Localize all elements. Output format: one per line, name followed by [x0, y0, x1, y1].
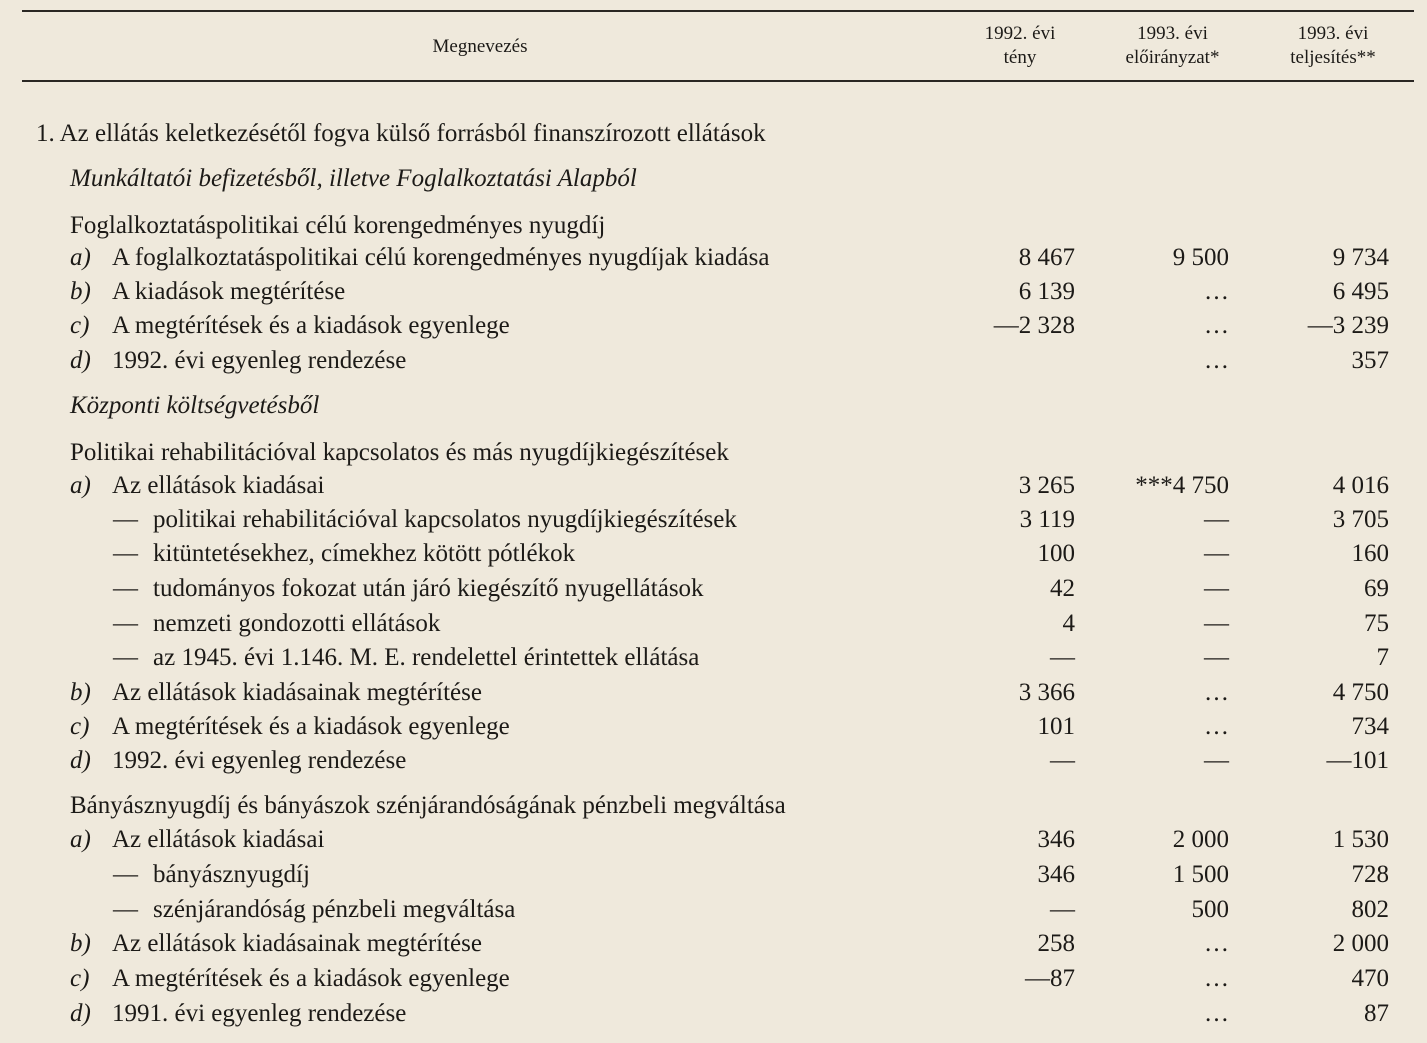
value-1992-actual: 101: [1037, 713, 1075, 740]
table-row: [0, 744, 1427, 778]
top-rule: [22, 10, 1414, 12]
value-1993-estimate: …: [1204, 1000, 1229, 1027]
value-1993-estimate: 1 500: [1172, 861, 1229, 888]
value-1993-performance: 1 530: [1332, 826, 1389, 853]
row-marker: b): [70, 679, 91, 706]
value-1993-estimate: …: [1204, 312, 1229, 339]
value-1992-actual: 3 265: [1018, 472, 1075, 499]
row-text: nemzeti gondozotti ellátások: [153, 610, 441, 637]
value-1993-performance: 87: [1364, 1000, 1389, 1027]
item-label: [70, 962, 510, 996]
row-marker: b): [70, 930, 91, 957]
subitem-label: [113, 503, 737, 537]
row-marker: —: [113, 644, 138, 671]
row-text: A foglalkoztatáspolitikai célú korengedményes nyugdíjak kiadása: [112, 244, 770, 271]
table-row: [0, 537, 1427, 571]
row-marker: —: [113, 896, 138, 923]
header-col3-line2: teljesítés**: [1290, 47, 1376, 68]
value-1992-actual: 3 366: [1018, 679, 1075, 706]
value-1992-actual: 346: [1037, 826, 1075, 853]
item-label: [70, 710, 510, 744]
row-text: bányásznyugdíj: [153, 861, 310, 888]
table-row: [0, 676, 1427, 710]
value-1993-estimate: —: [1204, 610, 1229, 637]
row-text: A megtérítések és a kiadások egyenlege: [112, 965, 510, 992]
value-1992-actual: —87: [1025, 965, 1075, 992]
row-text: az 1945. évi 1.146. M. E. rendelettel érintettek ellátása: [153, 644, 700, 671]
table-row: [0, 823, 1427, 857]
value-1993-estimate: …: [1204, 278, 1229, 305]
value-1993-performance: 69: [1364, 575, 1389, 602]
row-text: Foglalkoztatáspolitikai célú korengedményes nyugdíj: [70, 212, 606, 239]
value-1992-actual: —: [1050, 896, 1075, 923]
value-1993-estimate: …: [1204, 347, 1229, 374]
table-row: [0, 503, 1427, 537]
row-text: 1992. évi egyenleg rendezése: [112, 747, 407, 774]
row-text: kitüntetésekhez, címekhez kötött pótlékok: [153, 540, 576, 567]
item-label: [70, 823, 324, 857]
table-row: [0, 641, 1427, 675]
table-row: [0, 997, 1427, 1031]
header-col2-line1: 1993. évi: [1137, 23, 1208, 44]
value-1993-performance: 4 750: [1332, 679, 1389, 706]
row-text: Központi költségvetésből: [70, 392, 320, 419]
header-col1-line1: 1992. évi: [984, 23, 1056, 44]
value-1993-performance: 470: [1351, 965, 1389, 992]
value-1992-actual: 4: [1062, 610, 1075, 637]
value-1993-performance: 728: [1351, 861, 1389, 888]
row-marker: d): [70, 747, 91, 774]
row-text: tudományos fokozat után járó kiegészítő nyugellátások: [153, 575, 704, 602]
value-1993-estimate: …: [1204, 965, 1229, 992]
row-marker: —: [113, 575, 138, 602]
row-text: Az ellátások kiadásainak megtérítése: [112, 930, 482, 957]
row-marker: a): [70, 244, 91, 271]
value-1992-actual: 8 467: [1018, 244, 1075, 271]
table-row: [0, 927, 1427, 961]
value-1992-actual: 258: [1037, 930, 1075, 957]
value-1993-performance: —101: [1326, 747, 1389, 774]
row-marker: c): [70, 312, 90, 339]
value-1993-performance: 734: [1351, 713, 1389, 740]
row-text: Az ellátások kiadásainak megtérítése: [112, 679, 482, 706]
value-1993-estimate: —: [1204, 575, 1229, 602]
row-text: A kiadások megtérítése: [112, 278, 346, 305]
value-1993-performance: 4 016: [1332, 472, 1389, 499]
value-1992-actual: —: [1050, 747, 1075, 774]
funding-source-heading: [70, 389, 319, 423]
item-label: [70, 676, 482, 710]
table-row: [0, 469, 1427, 503]
row-marker: a): [70, 826, 91, 853]
item-label: [70, 469, 324, 503]
table-row: [0, 344, 1427, 378]
value-1993-estimate: ***4 750: [1135, 472, 1229, 499]
subitem-label: [113, 537, 575, 571]
value-1993-performance: 9 734: [1332, 244, 1389, 271]
table-row: [0, 710, 1427, 744]
table-row: [0, 162, 1427, 196]
table-row: [0, 117, 1427, 151]
row-text: A megtérítések és a kiadások egyenlege: [112, 312, 510, 339]
row-marker: b): [70, 278, 91, 305]
table-row: [0, 893, 1427, 927]
item-label: [70, 241, 769, 275]
table-row: [0, 209, 1427, 243]
value-1992-actual: —2 328: [993, 312, 1075, 339]
value-1993-estimate: —: [1204, 540, 1229, 567]
row-marker: —: [113, 861, 138, 888]
row-text: 1992. évi egyenleg rendezése: [112, 347, 407, 374]
value-1993-performance: 6 495: [1332, 278, 1389, 305]
subitem-label: [113, 641, 699, 675]
value-1993-estimate: …: [1204, 713, 1229, 740]
value-1992-actual: 42: [1050, 575, 1075, 602]
row-marker: a): [70, 472, 91, 499]
item-label: [70, 927, 482, 961]
value-1992-actual: 6 139: [1018, 278, 1075, 305]
table-row: [0, 607, 1427, 641]
header-rule: [22, 80, 1414, 82]
table-row: [0, 241, 1427, 275]
row-marker: —: [113, 610, 138, 637]
row-text: szénjárandóság pénzbeli megváltása: [153, 896, 516, 923]
table-row: [0, 275, 1427, 309]
row-text: Bányásznyugdíj és bányászok szénjárandóságának pénzbeli megváltása: [70, 792, 786, 819]
row-marker: c): [70, 965, 90, 992]
value-1993-estimate: —: [1204, 747, 1229, 774]
subitem-label: [113, 572, 704, 606]
header-col3-line1: 1993. évi: [1297, 23, 1369, 44]
value-1993-estimate: 9 500: [1172, 244, 1229, 271]
value-1993-estimate: …: [1204, 679, 1229, 706]
value-1993-performance: —3 239: [1307, 312, 1389, 339]
value-1993-performance: 3 705: [1332, 506, 1389, 533]
value-1993-performance: 802: [1351, 896, 1389, 923]
header-col-1993-estimate: [1100, 22, 1245, 70]
value-1992-actual: 3 119: [1019, 506, 1075, 533]
table-row: [0, 309, 1427, 343]
table-row: [0, 789, 1427, 823]
funding-source-heading: [70, 162, 637, 196]
item-label: [70, 275, 345, 309]
table-row: [0, 572, 1427, 606]
value-1993-estimate: 500: [1191, 896, 1229, 923]
row-marker: d): [70, 1000, 91, 1027]
header-name-label: Megnevezés: [432, 36, 528, 57]
value-1993-performance: 357: [1351, 347, 1389, 374]
header-col2-line2: előirányzat*: [1125, 47, 1220, 68]
value-1992-actual: —: [1050, 644, 1075, 671]
row-text: Politikai rehabilitációval kapcsolatos és más nyugdíjkiegészítések: [70, 439, 729, 466]
value-1993-estimate: —: [1204, 506, 1229, 533]
item-label: [70, 744, 406, 778]
subitem-label: [113, 858, 310, 892]
table-row: [0, 858, 1427, 892]
header-col1-line2: tény: [1003, 47, 1037, 68]
header-col-1992-actual: [955, 22, 1085, 70]
row-marker: c): [70, 713, 90, 740]
value-1993-performance: 160: [1351, 540, 1389, 567]
table-row: [0, 389, 1427, 423]
row-text: Munkáltatói befizetésből, illetve Foglalkoztatási Alapból: [70, 165, 637, 192]
row-marker: —: [113, 540, 138, 567]
value-1993-estimate: …: [1204, 930, 1229, 957]
subitem-label: [113, 893, 515, 927]
row-text: Az ellátások kiadásai: [112, 472, 325, 499]
value-1993-performance: 75: [1364, 610, 1389, 637]
value-1992-actual: 346: [1037, 861, 1075, 888]
value-1993-performance: 7: [1376, 644, 1389, 671]
row-text: 1. Az ellátás keletkezésétől fogva külső forrásból finanszírozott ellátások: [36, 120, 766, 147]
table-row: [0, 436, 1427, 470]
value-1992-actual: 100: [1037, 540, 1075, 567]
value-1993-performance: 2 000: [1332, 930, 1389, 957]
row-text: Az ellátások kiadásai: [112, 826, 325, 853]
row-text: politikai rehabilitációval kapcsolatos nyugdíjkiegészítések: [153, 506, 737, 533]
row-marker: d): [70, 347, 91, 374]
item-label: [70, 309, 510, 343]
header-col-1993-performance: [1263, 22, 1403, 70]
header-name: [380, 35, 580, 59]
table-row: [0, 962, 1427, 996]
item-label: [70, 997, 406, 1031]
value-1993-estimate: 2 000: [1172, 826, 1229, 853]
group-heading: [70, 789, 786, 823]
row-text: 1991. évi egyenleg rendezése: [112, 1000, 407, 1027]
subitem-label: [113, 607, 440, 641]
group-heading: [70, 209, 605, 243]
row-marker: —: [113, 506, 138, 533]
item-label: [70, 344, 406, 378]
group-heading: [70, 436, 729, 470]
value-1993-estimate: —: [1204, 644, 1229, 671]
row-text: A megtérítések és a kiadások egyenlege: [112, 713, 510, 740]
section-heading: [36, 117, 766, 151]
